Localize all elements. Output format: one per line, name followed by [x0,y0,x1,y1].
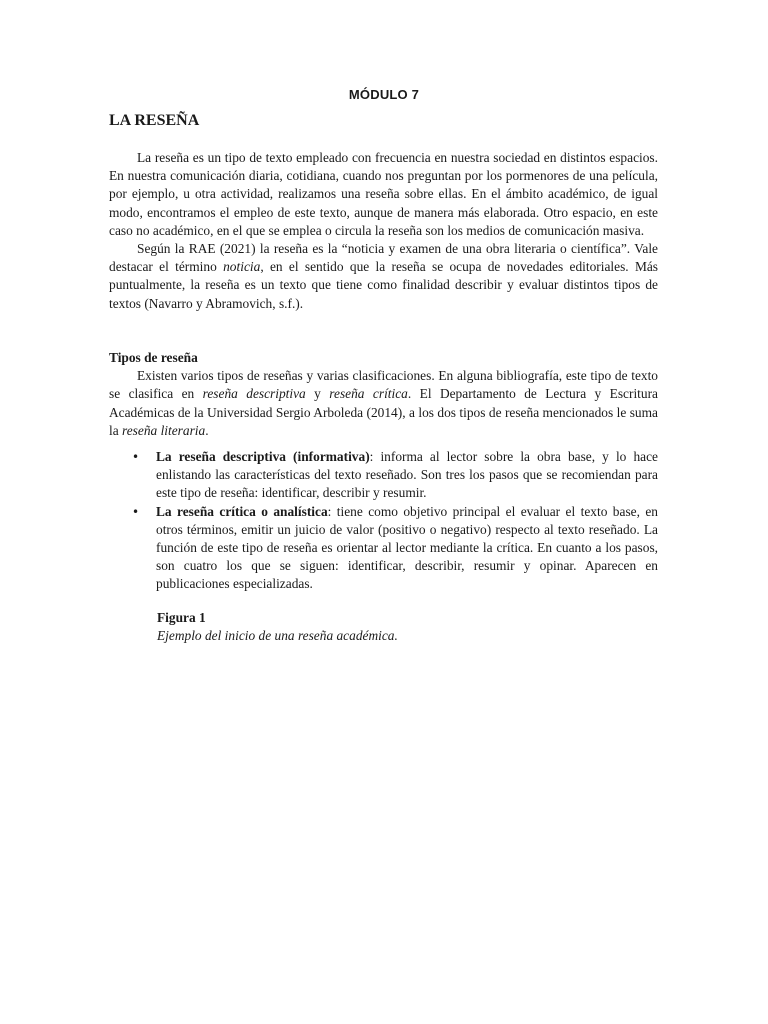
term-resena-descriptiva: reseña descriptiva [202,386,306,402]
list-item-term: La reseña descriptiva (informativa) [156,449,370,464]
term-resena-critica: reseña crítica [329,386,408,402]
tipos-text-a: Existen varios tipos de reseñas y varias clasificaciones. En alguna bibliografía, este tipo de texto se clasifica en [109,368,658,402]
list-item [132,448,658,503]
list-item-text: : informa al lector sobre la obra base, y lo hace enlistando las características del texto reseñado. Son tres los pasos que se recomiendan para este tipo de reseña: identificar, describir y resumir. [156,449,658,501]
tipos-text-c: . [205,422,209,438]
list-item [132,503,658,594]
bullet-marker: • [132,450,140,464]
tipos-text-mid: y [305,386,330,402]
intro-paragraph-1: La reseña es un tipo de texto empleado con frecuencia en nuestra sociedad en distintos espacios. En nuestra comunicación diaria, cotidiana, cuando nos preguntan por los pormenores de una película, por ejemplo, u otra actividad, realizamos una reseña sobre ellas. En el ámbito académico, de igual modo, encontramos el empleo de este texto, aunque de manera más elaborada. Otro espacio, en este caso no académico, en el que se emplea o circula la reseña son los medios de comunicación masiva. [109,150,658,238]
list-item-text: : tiene como objetivo principal el evaluar el texto base, en otros términos, emitir un juicio de valor (positivo o negativo) respecto al texto reseñado. La función de este tipo de reseña es orientar al lector mediante la crítica. En cuanto a los pasos, son cuatro los que se siguen: identificar, describir, resumir y opinar. Aparecen en publicaciones especializadas. [156,503,658,592]
module-label: MÓDULO 7 [348,87,420,102]
figure-caption: Ejemplo del inicio de una reseña académica. [157,628,398,644]
bullet-marker: • [132,504,140,519]
tipos-paragraph [109,367,658,440]
figure-label: Figura 1 [157,610,206,625]
intro-paragraph-2-text-b: , en el sentido que la reseña se ocupa de novedades editoriales. Más puntualmente, la reseña es un texto que tiene como finalidad describir y evaluar distintos tipos de textos (Navarro y Abramovich, s.f.). [109,259,658,311]
tipos-text-b: . El Departamento de Lectura y Escritura Académicas de la Universidad Sergio Arboleda (2014), a los dos tipos de reseña mencionados le suma la [109,386,658,438]
intro-paragraph-2-text-a: Según la RAE (2021) la reseña es la “noticia y examen de una obra literaria o científica”. Vale destacar el término [109,241,658,275]
tipos-section [109,349,658,440]
document-title: LA RESEÑA [109,112,200,129]
figure-block [157,609,657,645]
list-item-term: La reseña crítica o analística [156,503,328,519]
intro-section [109,149,658,313]
term-noticia: noticia [223,259,261,275]
section-heading-tipos: Tipos de reseña [109,350,198,365]
intro-paragraph-2 [109,240,658,313]
review-types-list [132,448,658,594]
term-resena-literaria: reseña literaria [122,422,206,438]
